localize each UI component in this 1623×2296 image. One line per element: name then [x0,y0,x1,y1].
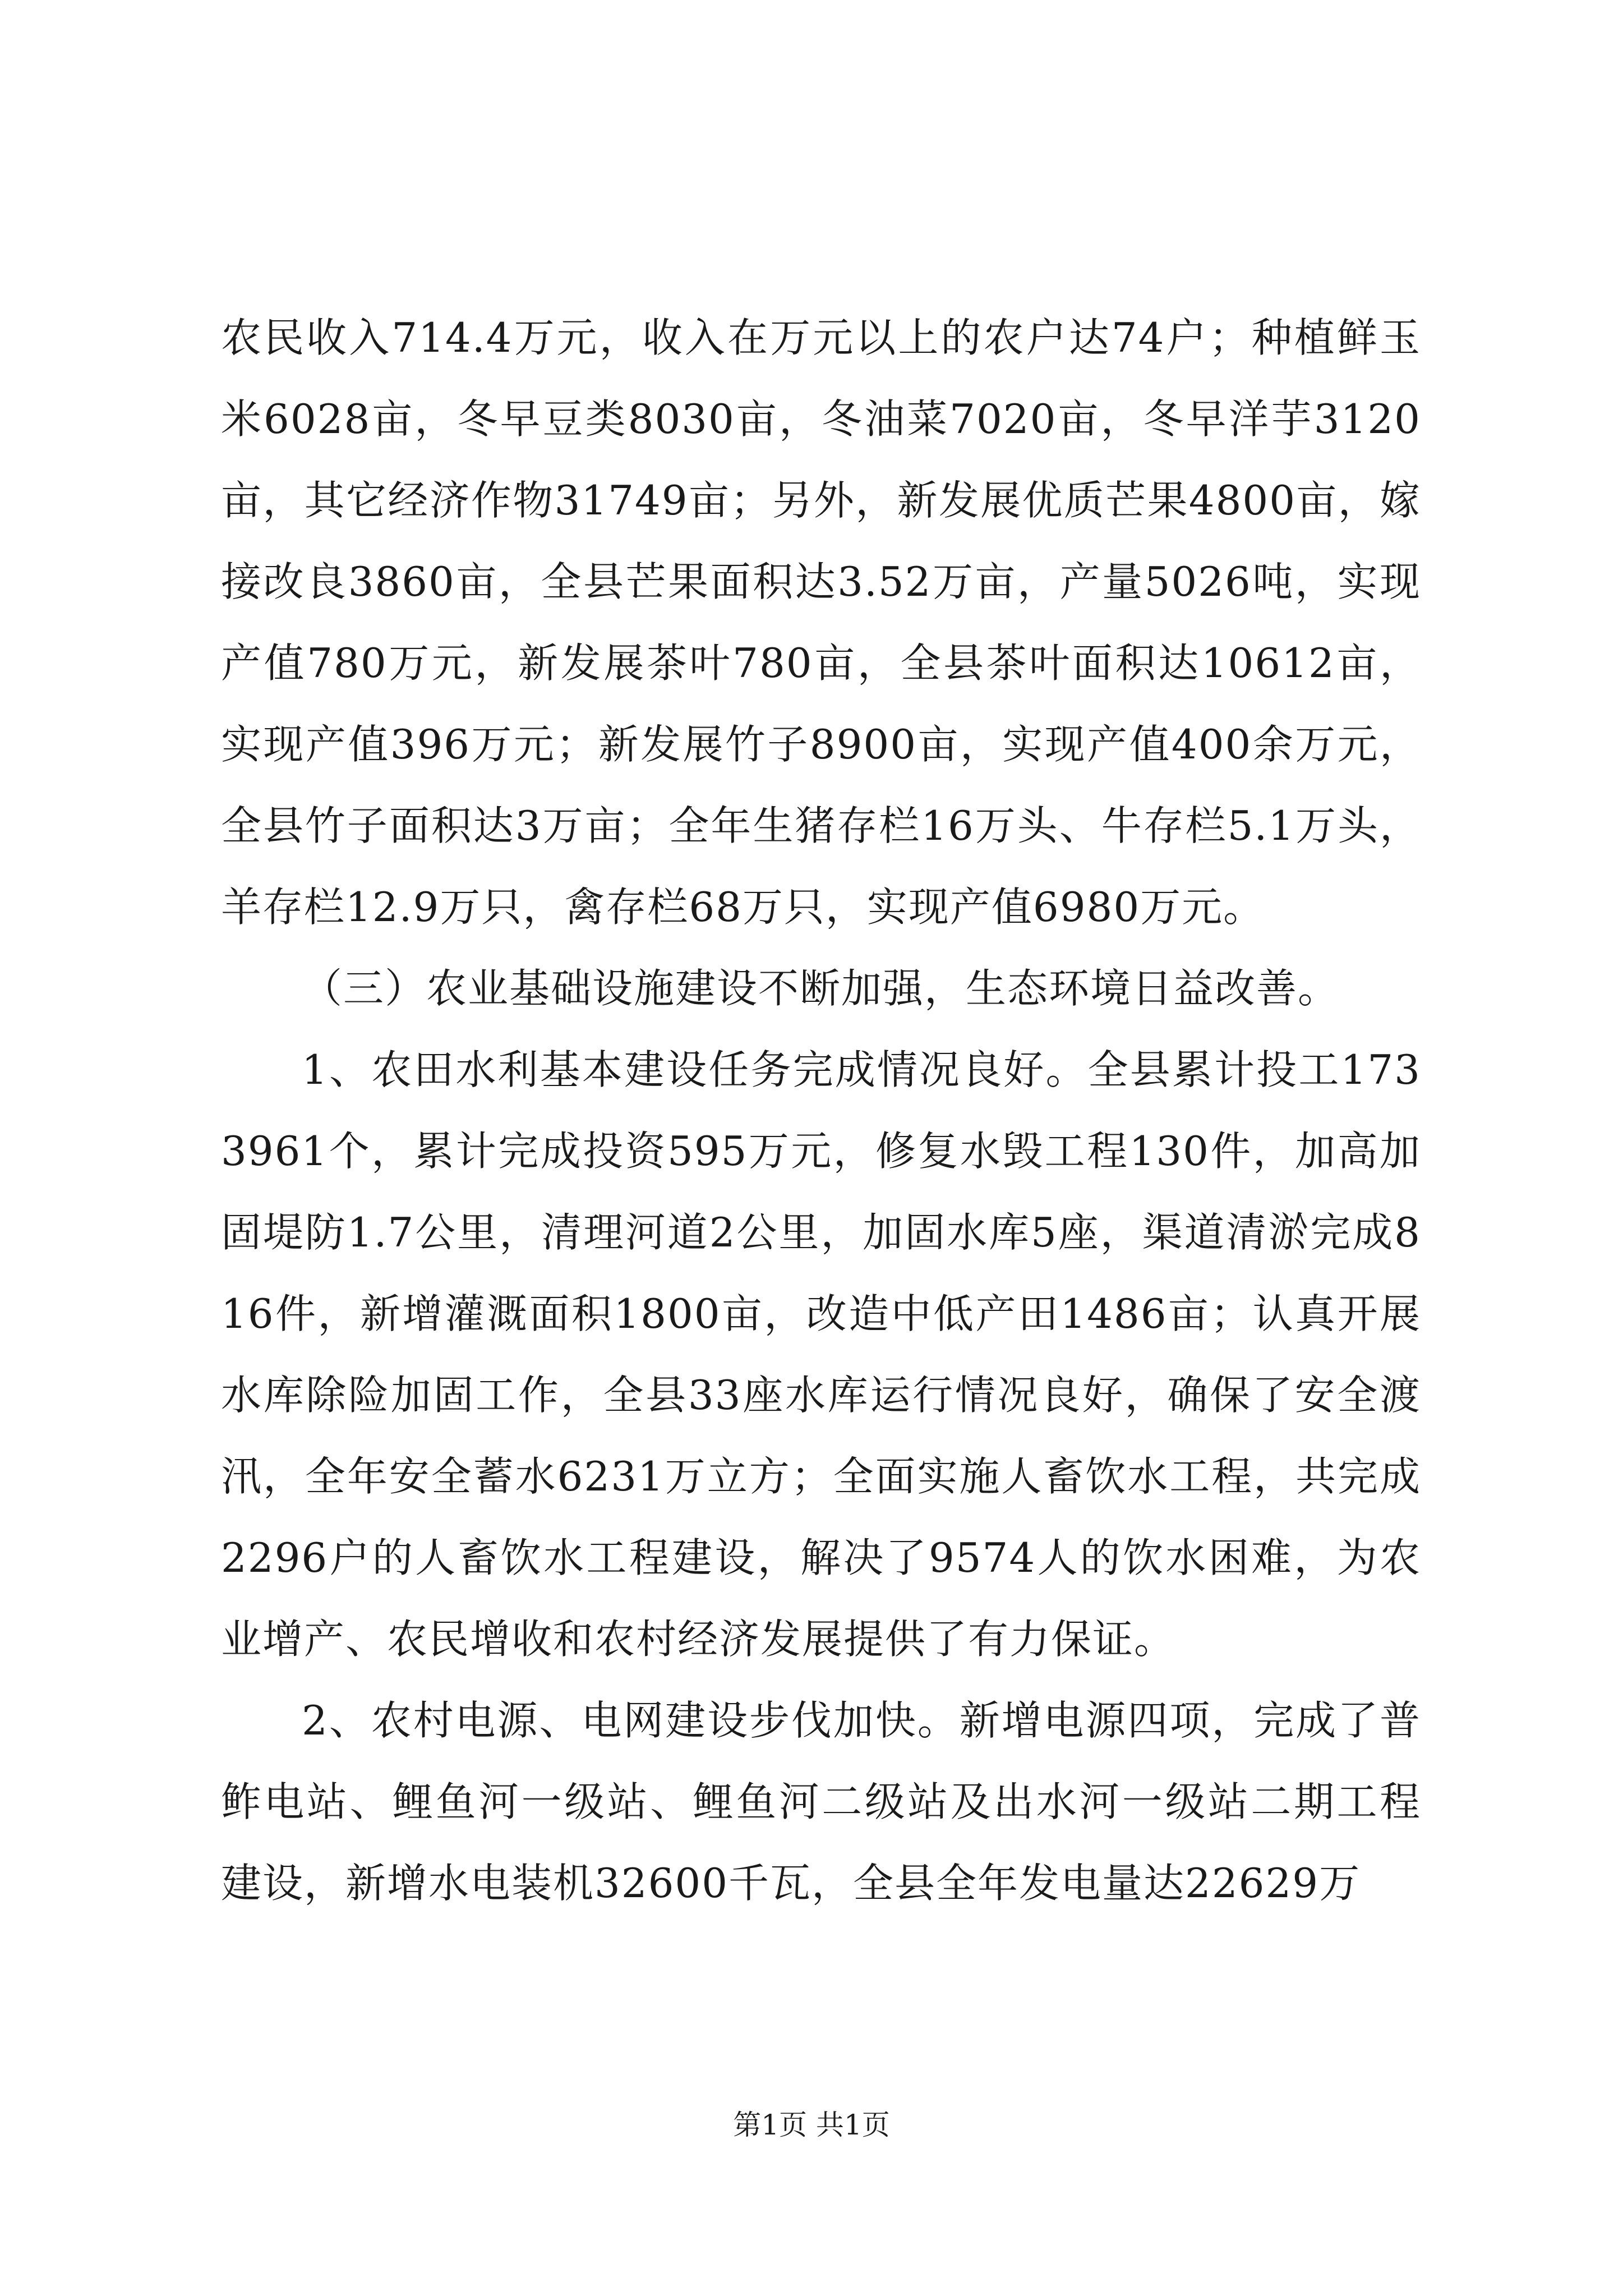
page-footer: 第1页 共1页 [733,2109,890,2141]
section-heading-infrastructure: （三）农业基础设施建设不断加强，生态环境日益改善。 [302,965,1340,1012]
paragraph-income-crops: 农民收入714.4万元，收入在万元以上的农户达74户；种植鲜玉米6028亩，冬早豆类8030亩，冬油菜7020亩，冬早洋芋3120亩，其它经济作物31749亩；另外，新发展优质芒果4800亩，嫁接改良3860亩，全县芒果面积达3.52万亩，产量5026吨，实现产值780万元，新发展茶叶780亩，全县茶叶面积达10612亩，实现产值396万元；新发展竹子8900亩，实现产值400余万元，全县竹子面积达3万亩；全年生猪存栏16万头、牛存栏5.1万头，羊存栏12.9万只，禽存栏68万只，实现产值6980万元。 [221,314,1421,931]
document-body [221,297,1421,1924]
paragraph-power-grid: 2、农村电源、电网建设步伐加快。新增电源四项，完成了普鲊电站、鲤鱼河一级站、鲤鱼河二级站及出水河一级站二期工程建设，新增水电装机32600千瓦，全县全年发电量达22629万 [221,1697,1421,1907]
paragraph-irrigation: 1、农田水利基本建设任务完成情况良好。全县累计投工1733961个，累计完成投资595万元，修复水毁工程130件，加高加固堤防1.7公里，清理河道2公里，加固水库5座，渠道清淤完成816件，新增灌溉面积1800亩，改造中低产田1486亩；认真开展水库除险加固工作，全县33座水库运行情况良好，确保了安全渡汛，全年安全蓄水6231万立方；全面实施人畜饮水工程，共完成2296户的人畜饮水工程建设，解决了9574人的饮水困难，为农业增产、农民增收和农村经济发展提供了有力保证。 [221,1046,1421,1663]
